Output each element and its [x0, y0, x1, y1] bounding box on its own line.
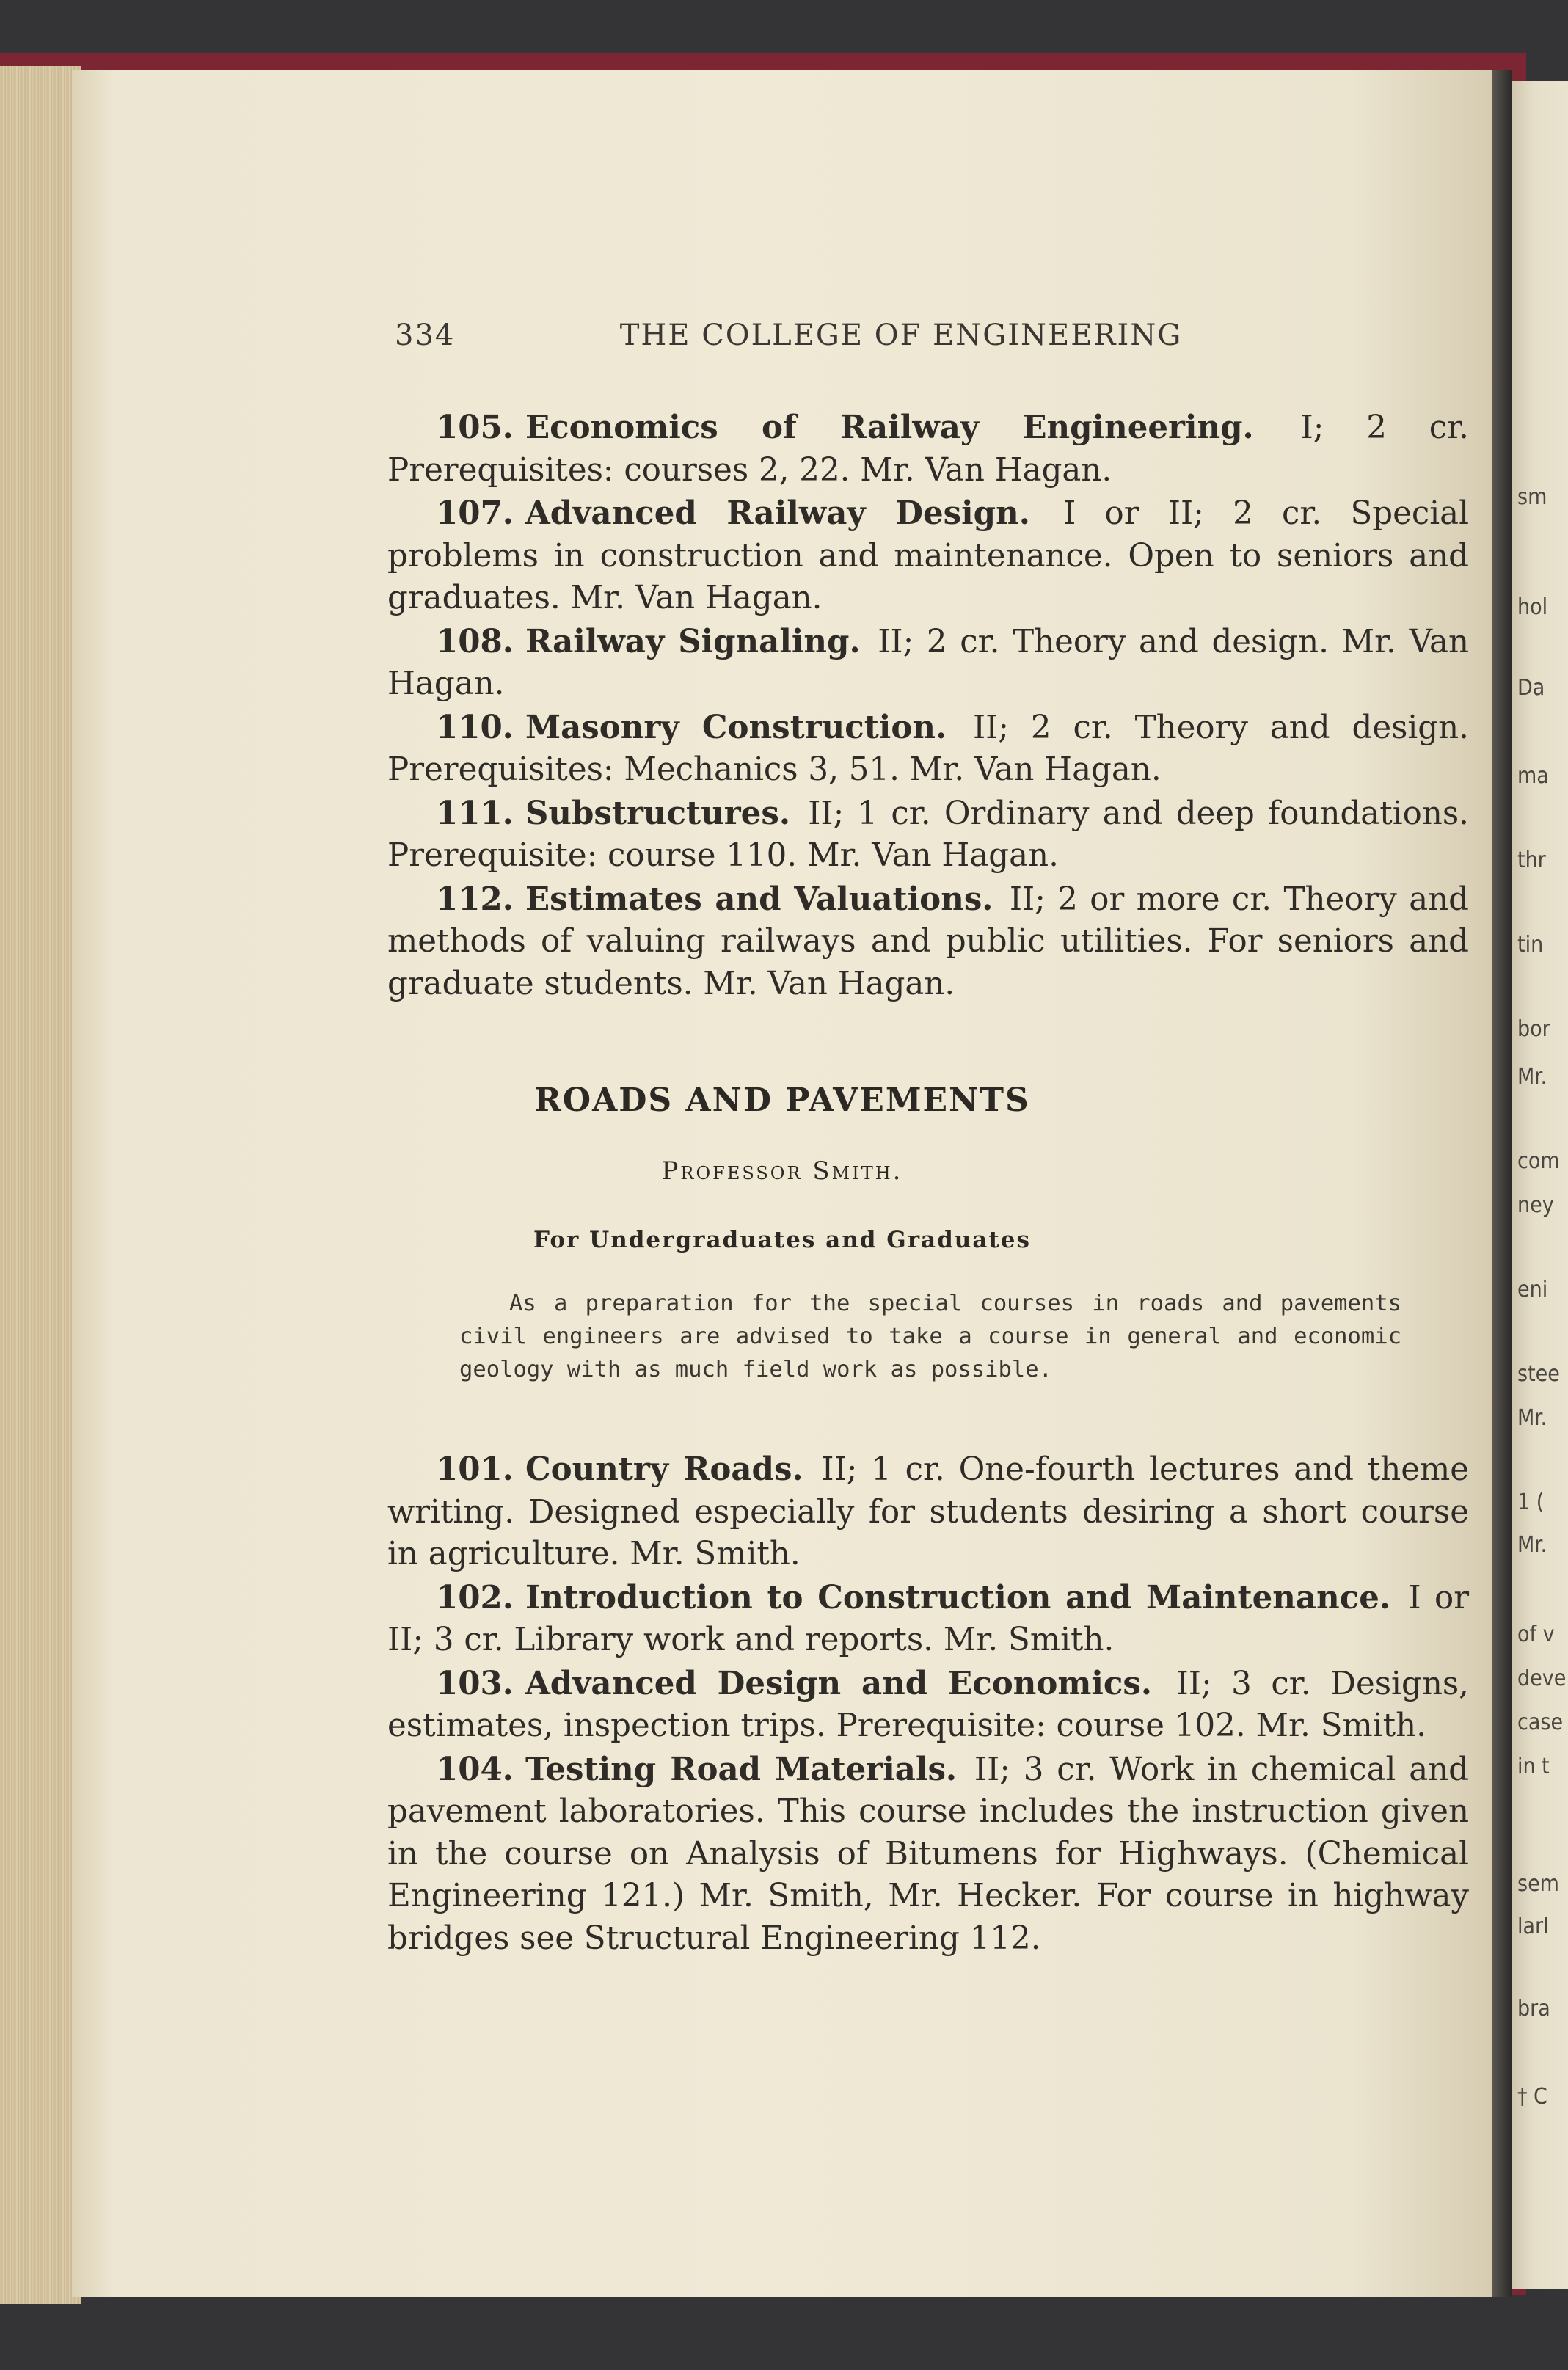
adjacent-page-fragment: thr — [1517, 847, 1546, 873]
course-entry — [387, 1577, 1469, 1662]
adjacent-page-fragment: hol — [1517, 594, 1548, 620]
course-number: 111. — [436, 794, 514, 832]
course-description: II; 3 cr. Designs, estimates, inspection trips. Prerequisite: course 102. Mr. Smith. — [387, 1665, 1469, 1744]
course-number: 112. — [436, 880, 514, 918]
adjacent-page-fragment: Da — [1517, 675, 1545, 701]
adjacent-page-fragment: sem — [1517, 1871, 1559, 1897]
course-title: Substructures. — [525, 794, 790, 832]
course-entry — [387, 878, 1469, 1006]
section-subheading: For Undergraduates and Graduates — [533, 1227, 1031, 1253]
course-number: 101. — [436, 1451, 514, 1488]
course-number: 108. — [436, 622, 514, 660]
course-description: I or II; 3 cr. Library work and reports. Mr. Smith. — [387, 1579, 1469, 1658]
adjacent-page-fragment: sm — [1517, 484, 1547, 510]
course-description: I or II; 2 cr. Special problems in construction and maintenance. Open to seniors and graduates. Mr. Van Hagan. — [387, 495, 1469, 616]
page-edges — [0, 66, 81, 2304]
course-entry — [387, 406, 1469, 492]
course-number: 104. — [436, 1750, 514, 1788]
section-professor: Professor Smith. — [661, 1156, 903, 1186]
adjacent-page-fragment: deve — [1517, 1666, 1567, 1691]
course-number: 103. — [436, 1664, 514, 1702]
adjacent-page-fragment: † C — [1517, 2084, 1547, 2110]
course-title: Country Roads. — [525, 1451, 803, 1488]
running-head — [336, 318, 1466, 362]
adjacent-page-fragment: bra — [1517, 1996, 1550, 2021]
course-title: Introduction to Construction and Maintenance. — [525, 1578, 1391, 1616]
adjacent-page-fragment: 1 ( — [1517, 1490, 1545, 1515]
railway-course-list — [387, 406, 1469, 1005]
course-number: 102. — [436, 1578, 514, 1616]
course-entry — [387, 792, 1469, 878]
course-title: Railway Signaling. — [525, 622, 861, 660]
course-description: II; 1 cr. One-fourth lectures and theme writing. Designed especially for students desiring a short course in agriculture. Mr. Smith. — [387, 1451, 1469, 1572]
adjacent-page-fragment: case — [1517, 1710, 1564, 1735]
course-description: II; 2 or more cr. Theory and methods of valuing railways and public utilities. For seniors and graduate students. Mr. Van Hagan. — [387, 880, 1469, 1002]
section-note-text: As a preparation for the special courses in roads and pavements civil engineers are advised to take a course in general and economic geology with as much field work as possible. — [459, 1291, 1401, 1382]
course-title: Estimates and Valuations. — [525, 880, 993, 918]
course-entry — [387, 1749, 1469, 1961]
adjacent-page-fragment: tin — [1517, 932, 1544, 958]
course-entry — [387, 707, 1469, 792]
adjacent-page-fragment: Mr. — [1517, 1064, 1547, 1090]
course-description: I; 2 cr. Prerequisites: courses 2, 22. Mr. Van Hagan. — [387, 409, 1470, 489]
adjacent-page-fragment: com — [1517, 1148, 1560, 1174]
gutter-shadow — [1492, 70, 1512, 2297]
course-title: Economics of Railway Engineering. — [525, 409, 1254, 446]
course-entry — [387, 1663, 1469, 1748]
course-entry — [387, 1448, 1469, 1576]
section-note — [459, 1287, 1401, 1386]
section-heading: ROADS AND PAVEMENTS — [534, 1082, 1030, 1119]
adjacent-page-fragment: Mr. — [1517, 1532, 1547, 1558]
roads-course-list — [387, 1448, 1469, 1960]
adjacent-page-fragment: bor — [1517, 1016, 1550, 1042]
adjacent-page-fragment: stee — [1517, 1361, 1560, 1387]
adjacent-page-fragment: Mr. — [1517, 1405, 1547, 1431]
course-description: II; 1 cr. Ordinary and deep foundations. Prerequisite: course 110. Mr. Van Hagan. — [387, 795, 1469, 874]
course-description: II; 2 cr. Theory and design. Mr. Van Hagan. — [387, 623, 1470, 702]
course-description: II; 3 cr. Work in chemical and pavement laboratories. This course includes the instruction given in the course on Analysis of Bitumens for Highways. (Chemical Engineering 121.) Mr. Smith, Mr. Hecker. For course in highway bridges see Structural Engineering 112. — [387, 1751, 1470, 1957]
course-number: 107. — [436, 495, 514, 532]
course-title: Advanced Design and Economics. — [525, 1664, 1153, 1702]
course-title: Testing Road Materials. — [525, 1750, 958, 1788]
adjacent-page-fragment: eni — [1517, 1277, 1548, 1302]
book-page — [72, 70, 1492, 2297]
adjacent-page-edge — [1512, 81, 1568, 2289]
course-entry — [387, 492, 1469, 620]
adjacent-page-fragment: of v — [1517, 1622, 1555, 1647]
adjacent-page-fragment: ma — [1517, 763, 1549, 789]
adjacent-page-fragment: ney — [1517, 1192, 1554, 1218]
page-number: 334 — [395, 318, 456, 352]
adjacent-page-fragment: larl — [1517, 1914, 1549, 1939]
adjacent-page-fragment: in t — [1517, 1754, 1550, 1779]
course-title: Advanced Railway Design. — [525, 495, 1030, 532]
course-title: Masonry Construction. — [525, 708, 947, 746]
course-number: 105. — [436, 409, 514, 446]
course-description: II; 2 cr. Theory and design. Prerequisites: Mechanics 3, 51. Mr. Van Hagan. — [387, 709, 1469, 788]
course-entry — [387, 621, 1469, 706]
course-number: 110. — [436, 708, 514, 746]
running-head-title: THE COLLEGE OF ENGINEERING — [619, 318, 1183, 352]
